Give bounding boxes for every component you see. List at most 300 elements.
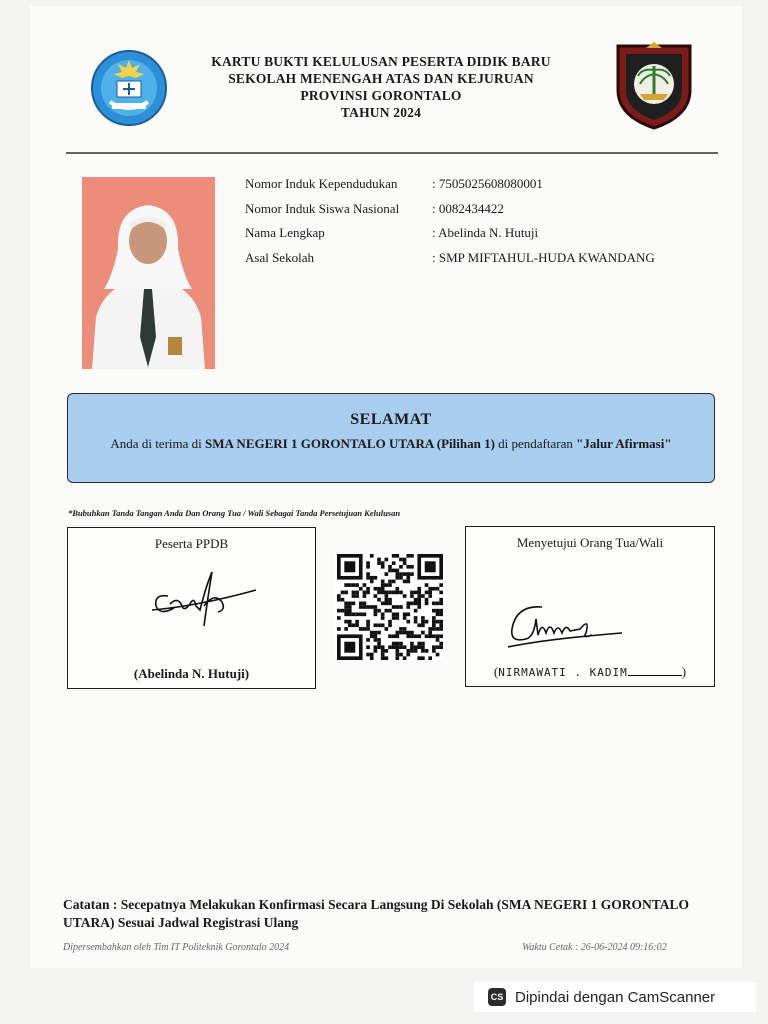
qr-module [428, 627, 432, 631]
qr-module [428, 656, 432, 660]
qr-module [348, 623, 352, 627]
qr-module [366, 572, 370, 576]
qr-module [366, 576, 370, 580]
guardian-name-open: ( [493, 664, 499, 679]
qr-module [388, 598, 392, 602]
qr-module [366, 587, 370, 591]
qr-module [337, 594, 341, 598]
qr-module [385, 602, 389, 606]
qr-module [399, 591, 403, 595]
qr-module [370, 580, 374, 584]
label-full-name: Nama Lengkap [245, 225, 325, 240]
qr-module [399, 605, 403, 609]
qr-module [410, 631, 414, 635]
qr-module [374, 631, 378, 635]
qr-module [355, 623, 359, 627]
qr-module [414, 620, 418, 624]
qr-module [439, 642, 443, 646]
qr-module [410, 554, 414, 558]
qr-module [432, 623, 436, 627]
qr-module [388, 565, 392, 569]
qr-module [406, 576, 410, 580]
qr-module [421, 594, 425, 598]
qr-module [363, 612, 367, 616]
qr-module [410, 649, 414, 653]
participant-signature-image [148, 566, 258, 636]
qr-module [363, 594, 367, 598]
qr-module [428, 594, 432, 598]
qr-module [385, 627, 389, 631]
qr-module [439, 620, 443, 624]
qr-module [366, 565, 370, 569]
qr-module [381, 645, 385, 649]
qr-module [439, 602, 443, 606]
qr-module [385, 583, 389, 587]
qr-module [421, 656, 425, 660]
qr-module [363, 605, 367, 609]
qr-module [403, 561, 407, 565]
qr-module [399, 631, 403, 635]
qr-module [403, 572, 407, 576]
qr-module [410, 572, 414, 576]
qr-finder-pattern [344, 642, 355, 653]
qr-module [403, 558, 407, 562]
qr-module [374, 609, 378, 613]
qr-module [428, 587, 432, 591]
qr-module [432, 649, 436, 653]
qr-module [344, 627, 348, 631]
qr-module [410, 565, 414, 569]
qr-module [344, 591, 348, 595]
qr-module [403, 594, 407, 598]
qr-module [403, 656, 407, 660]
qr-module [392, 554, 396, 558]
camscanner-label: Dipindai dengan CamScanner [515, 988, 716, 1006]
banner-school: SMA NEGERI 1 GORONTALO UTARA (Pilihan 1) [205, 436, 495, 451]
qr-module [377, 561, 381, 565]
qr-module [381, 587, 385, 591]
student-info-labels [245, 172, 399, 270]
value-full-name: : Abelinda N. Hutuji [432, 225, 539, 240]
qr-module [436, 620, 440, 624]
guardian-signature-image [506, 599, 626, 659]
qr-module [352, 623, 356, 627]
label-nik: Nomor Induk Kependudukan [245, 176, 398, 191]
qr-module [414, 645, 418, 649]
qr-module [370, 554, 374, 558]
qr-module [392, 634, 396, 638]
banner-title: SELAMAT [350, 411, 432, 428]
qr-module [388, 623, 392, 627]
qr-module [406, 631, 410, 635]
qr-module [417, 634, 421, 638]
qr-module [352, 583, 356, 587]
qr-module [374, 587, 378, 591]
qr-module [363, 602, 367, 606]
qr-module [392, 612, 396, 616]
qr-module [377, 598, 381, 602]
qr-module [425, 591, 429, 595]
qr-module [352, 612, 356, 616]
label-origin-school: Asal Sekolah [245, 249, 314, 265]
qr-module [363, 583, 367, 587]
qr-module [436, 587, 440, 591]
qr-module [363, 591, 367, 595]
qr-module [355, 583, 359, 587]
qr-module [406, 565, 410, 569]
qr-module [399, 572, 403, 576]
qr-module [370, 576, 374, 580]
qr-module [417, 605, 421, 609]
qr-module [366, 645, 370, 649]
guardian-name-underline [628, 675, 682, 676]
qr-module [410, 634, 414, 638]
qr-module [337, 609, 341, 613]
qr-module [344, 612, 348, 616]
qr-module [436, 653, 440, 657]
qr-module [370, 631, 374, 635]
footer-note: Catatan : Secepatnya Melakukan Konfirmasi Secara Langsung Di Sekolah (SMA NEGERI 1 GORONTALO UTARA) Sesuai Jadwal Registrasi Ulang [63, 897, 690, 930]
qr-module [395, 642, 399, 646]
qr-module [406, 554, 410, 558]
qr-module [374, 612, 378, 616]
qr-module [392, 580, 396, 584]
qr-module [395, 645, 399, 649]
qr-module [436, 645, 440, 649]
qr-module [421, 616, 425, 620]
qr-module [388, 591, 392, 595]
qr-module [348, 605, 352, 609]
qr-module [385, 656, 389, 660]
qr-module [374, 576, 378, 580]
qr-module [417, 645, 421, 649]
qr-module [395, 631, 399, 635]
qr-module [355, 612, 359, 616]
qr-module [385, 594, 389, 598]
qr-module [403, 631, 407, 635]
qr-module [363, 627, 367, 631]
qr-module [348, 609, 352, 613]
qr-module [385, 558, 389, 562]
qr-module [410, 594, 414, 598]
qr-module [417, 591, 421, 595]
qr-module [439, 583, 443, 587]
qr-module [399, 642, 403, 646]
qr-module [366, 653, 370, 657]
qr-module [388, 645, 392, 649]
qr-module [388, 634, 392, 638]
qr-module [366, 638, 370, 642]
qr-module [366, 623, 370, 627]
qr-module [417, 598, 421, 602]
qr-code [335, 554, 445, 660]
qr-module [385, 572, 389, 576]
province-emblem-logo [612, 40, 696, 130]
qr-module [359, 605, 363, 609]
banner-text [94, 435, 688, 452]
qr-module [439, 612, 443, 616]
qr-module [337, 616, 341, 620]
qr-finder-pattern [425, 561, 436, 572]
guardian-name [466, 664, 714, 680]
qr-module [436, 602, 440, 606]
qr-module [395, 572, 399, 576]
qr-module [417, 642, 421, 646]
qr-module [348, 583, 352, 587]
qr-module [385, 649, 389, 653]
qr-module [414, 591, 418, 595]
guardian-name-handwritten: NIRMAWATI . KADIM [498, 666, 628, 679]
qr-module [392, 591, 396, 595]
qr-module [439, 645, 443, 649]
qr-module [410, 591, 414, 595]
acceptance-banner [67, 393, 715, 483]
qr-module [403, 616, 407, 620]
qr-module [370, 656, 374, 660]
value-origin-school: : SMP MIFTAHUL-HUDA KWANDANG [432, 249, 655, 265]
qr-module [432, 627, 436, 631]
qr-module [436, 612, 440, 616]
qr-module [406, 605, 410, 609]
banner-text-middle: di pendaftaran [494, 436, 577, 451]
qr-module [399, 576, 403, 580]
qr-module [348, 620, 352, 624]
qr-module [439, 623, 443, 627]
qr-module [421, 620, 425, 624]
qr-module [392, 616, 396, 620]
qr-module [366, 605, 370, 609]
qr-module [392, 645, 396, 649]
qr-module [417, 602, 421, 606]
qr-module [399, 653, 403, 657]
qr-module [428, 631, 432, 635]
document-paper [30, 6, 742, 968]
qr-module [432, 645, 436, 649]
qr-module [425, 620, 429, 624]
qr-module [432, 620, 436, 624]
qr-module [374, 649, 378, 653]
guardian-name-close: ) [681, 664, 687, 679]
qr-finder-pattern [344, 561, 355, 572]
qr-module [406, 620, 410, 624]
qr-module [374, 605, 378, 609]
qr-module [428, 634, 432, 638]
qr-module [348, 602, 352, 606]
qr-module [381, 653, 385, 657]
qr-module [425, 602, 429, 606]
qr-module [388, 569, 392, 573]
qr-module [395, 653, 399, 657]
qr-module [425, 649, 429, 653]
qr-module [381, 565, 385, 569]
qr-module [406, 580, 410, 584]
qr-module [377, 609, 381, 613]
header-divider [66, 152, 718, 154]
guardian-signature-box [465, 526, 715, 687]
signature-note: *Bubuhkan Tanda Tangan Anda Dan Orang Tua / Wali Sebagai Tanda Persetujuan Kelulusan [68, 508, 401, 518]
qr-module [414, 602, 418, 606]
qr-module [414, 598, 418, 602]
qr-module [381, 612, 385, 616]
qr-module [377, 591, 381, 595]
qr-module [410, 645, 414, 649]
qr-module [417, 623, 421, 627]
qr-module [406, 602, 410, 606]
footer-print-time: Waktu Cetak : 26-06-2024 09:16:02 [522, 942, 667, 953]
qr-module [377, 642, 381, 646]
qr-module [417, 656, 421, 660]
qr-module [341, 609, 345, 613]
qr-module [377, 558, 381, 562]
qr-module [377, 645, 381, 649]
qr-module [366, 620, 370, 624]
qr-module [395, 616, 399, 620]
qr-module [344, 602, 348, 606]
qr-module [359, 627, 363, 631]
qr-module [352, 602, 356, 606]
qr-module [355, 594, 359, 598]
qr-module [406, 572, 410, 576]
header-title [150, 53, 612, 121]
header-line-2: SEKOLAH MENENGAH ATAS DAN KEJURUAN [228, 71, 534, 86]
qr-module [421, 642, 425, 646]
qr-module [399, 558, 403, 562]
qr-module [439, 591, 443, 595]
qr-module [432, 616, 436, 620]
camscanner-badge: CS [488, 988, 506, 1006]
qr-module [414, 634, 418, 638]
qr-module [410, 642, 414, 646]
qr-module [377, 631, 381, 635]
qr-module [421, 645, 425, 649]
qr-module [344, 605, 348, 609]
qr-module [414, 609, 418, 613]
qr-module [381, 649, 385, 653]
qr-module [381, 623, 385, 627]
qr-module [374, 634, 378, 638]
qr-module [432, 609, 436, 613]
qr-module [374, 638, 378, 642]
qr-module [381, 656, 385, 660]
qr-module [344, 620, 348, 624]
qr-module [425, 598, 429, 602]
qr-module [417, 587, 421, 591]
header-line-1: KARTU BUKTI KELULUSAN PESERTA DIDIK BARU [211, 54, 551, 69]
qr-module [381, 583, 385, 587]
qr-module [410, 602, 414, 606]
qr-module [381, 561, 385, 565]
qr-module [355, 591, 359, 595]
qr-module [370, 605, 374, 609]
qr-module [374, 623, 378, 627]
qr-module [341, 591, 345, 595]
qr-module [395, 649, 399, 653]
qr-module [355, 620, 359, 624]
qr-module [385, 609, 389, 613]
qr-module [406, 634, 410, 638]
qr-module [428, 591, 432, 595]
qr-module [374, 594, 378, 598]
camscanner-watermark [474, 982, 756, 1012]
qr-module [337, 598, 341, 602]
qr-module [421, 623, 425, 627]
qr-module [403, 627, 407, 631]
participant-signature-title: Peserta PPDB [154, 536, 229, 551]
qr-module [395, 634, 399, 638]
value-nik: : 7505025608080001 [432, 176, 543, 191]
qr-module [395, 587, 399, 591]
qr-module [352, 591, 356, 595]
qr-module [388, 609, 392, 613]
header-line-4: TAHUN 2024 [340, 105, 422, 120]
qr-module [388, 602, 392, 606]
qr-module [403, 645, 407, 649]
qr-module [399, 627, 403, 631]
qr-module [392, 569, 396, 573]
qr-module [406, 653, 410, 657]
qr-module [370, 653, 374, 657]
qr-module [403, 612, 407, 616]
qr-module [392, 642, 396, 646]
qr-module [406, 612, 410, 616]
qr-module [377, 587, 381, 591]
qr-module [381, 591, 385, 595]
qr-module [392, 561, 396, 565]
qr-module [381, 616, 385, 620]
qr-module [439, 627, 443, 631]
header-line-3: PROVINSI GORONTALO [300, 88, 462, 103]
qr-module [439, 609, 443, 613]
value-nisn: : 0082434422 [432, 200, 504, 216]
qr-module [344, 583, 348, 587]
qr-module [385, 598, 389, 602]
qr-module [359, 602, 363, 606]
qr-module [395, 605, 399, 609]
qr-module [439, 598, 443, 602]
qr-module [436, 634, 440, 638]
qr-module [421, 631, 425, 635]
qr-module [436, 638, 440, 642]
qr-module [370, 634, 374, 638]
qr-module [436, 627, 440, 631]
qr-module [395, 656, 399, 660]
qr-module [406, 649, 410, 653]
qr-module [385, 591, 389, 595]
banner-route: "Jalur Afirmasi" [576, 436, 672, 451]
qr-module [439, 634, 443, 638]
qr-module [359, 612, 363, 616]
guardian-signature-title: Menyetujui Orang Tua/Wali [516, 535, 664, 550]
qr-module [403, 580, 407, 584]
qr-module [425, 634, 429, 638]
qr-module [366, 561, 370, 565]
qr-module [366, 627, 370, 631]
qr-module [388, 580, 392, 584]
qr-module [374, 645, 378, 649]
student-info-values [432, 172, 655, 270]
banner-text-prefix: Anda di terima di [110, 436, 206, 451]
student-photo [82, 177, 215, 369]
qr-module [414, 649, 418, 653]
footer-credit: Dipersembahkan oleh Tim IT Politeknik Gorontalo 2024 [63, 942, 290, 953]
qr-module [388, 583, 392, 587]
qr-module [436, 609, 440, 613]
qr-module [395, 576, 399, 580]
qr-module [366, 591, 370, 595]
qr-module [395, 569, 399, 573]
qr-module [432, 602, 436, 606]
qr-module [341, 598, 345, 602]
